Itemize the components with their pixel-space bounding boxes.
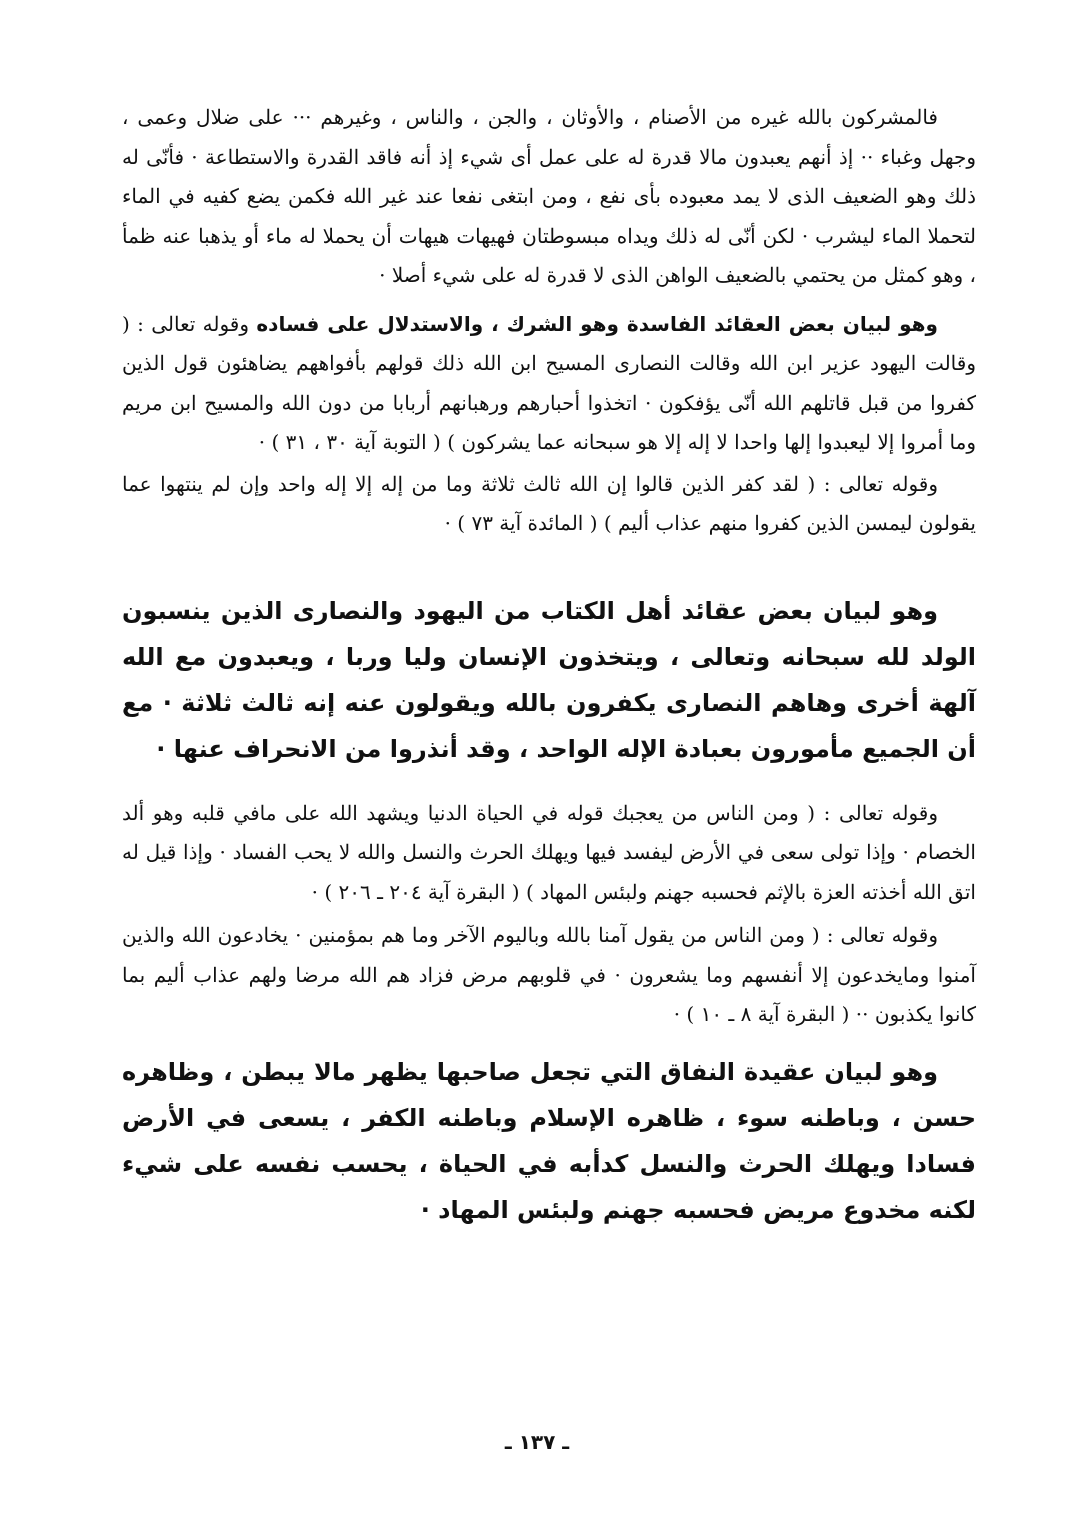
paragraph-polytheism-explanation: فالمشركون بالله غيره من الأصنام ، والأوثان ، والجن ، والناس ، وغيرهم ··· على ضلال وعمى ، وجهل وغباء ·· إذ أنهم يعبدون مالا قدرة له على عمل أى شيء إذ أنه فاقد القدرة والاستطاعة · فأنّى له ذلك وهو الضعيف الذى لا يمد معبوده بأى نفع ، ومن ابتغى نفعا عند غير الله فكمن يضع كفيه في الماء لتحملا الماء ليشرب · لكن أنّى له ذلك ويداه مبسوطتان فهيهات هيهات أن يحملا له ماء أو يذهبا عنه ظمأ ، وهو كمثل من يحتمي بالضعيف الواهن الذى لا قدرة له على شيء أصلا · [122,105,976,287]
paragraph-hypocrisy-belief: وهو لبيان عقيدة النفاق التي تجعل صاحبها يظهر مالا يبطن ، وظاهره حسن ، وباطنه سوء ، ظاهره الإسلام وباطنه الكفر ، يسعى في الأرض فسادا ويهلك الحرث والنسل كدأبه في الحياة ، يحسب نفسه على شيء لكنه مخدوع مريض فحسبه جهنم ولبئس المهاد · [122,1057,976,1224]
paragraph-people-of-book-beliefs: وهو لبيان بعض عقائد أهل الكتاب من اليهود والنصارى الذين ينسبون الولد لله سبحانه وتعالى ، ويتخذون الإنسان وليا وربا ، ويعبدون مع الله آلهة أخرى وهاهم النصارى يكفرون بالله ويقولون عنه إنه ثالث ثلاثة · مع أن الجميع مأمورون بعبادة الإله الواحد ، وقد أنذروا من الانحراف عنها · [122,596,976,763]
page-number: ـ ١٣٧ ـ [504,1430,570,1454]
paragraph-quote-baqarah-8: وقوله تعالى : ( ومن الناس من يقول آمنا بالله وباليوم الآخر وما هم بمؤمنين · يخادعون الله والذين آمنوا ومايخدعون إلا أنفسهم وما يشعرون · في قلوبهم مرض فزاد هم الله مرضا ولهم عذاب أليم بما كانوا يكذبون ·· ( البقرة آية ٨ ـ ١٠ ) · [122,923,976,1026]
paragraph-corrupt-beliefs-heading: وهو لبيان بعض العقائد الفاسدة وهو الشرك ، والاستدلال على فساده [256,311,938,336]
paragraph-corrupt-beliefs-quote: وقوله تعالى : ( وقالت اليهود عزير ابن الله وقالت النصارى المسيح ابن الله ذلك قولهم بأفواههم يضاهئون قول الذين كفروا من قبل قاتلهم الله أنّى يؤفكون · اتخذوا أحبارهم ورهبانهم أربابا من دون الله والمسيح ابن مريم وما أمروا إلا ليعبدوا إلها واحدا لا إله إلا هو سبحانه عما يشركون ) ( التوبة آية ٣٠ ، ٣١ ) · [122,311,976,454]
paragraph-corrupt-beliefs [122,305,976,463]
paragraph-quote-baqarah-204: وقوله تعالى : ( ومن الناس من يعجبك قوله في الحياة الدنيا ويشهد الله على مافي قلبه وهو ألد الخصام · وإذا تولى سعى في الأرض ليفسد فيها ويهلك الحرث والنسل والله لا يحب الفساد · وإذا قيل له اتق الله أخذته العزة بالإثم فحسبه جهنم ولبئس المهاد ) ( البقرة آية ٢٠٤ ـ ٢٠٦ ) · [122,800,976,904]
paragraph-quote-maidah: وقوله تعالى : ( لقد كفر الذين قالوا إن الله ثالث ثلاثة وما من إله إلا إله واحد وإن لم ينتهوا عما يقولون ليمسن الذين كفروا منهم عذاب أليم ) ( المائدة آية ٧٣ ) · [122,471,976,535]
page-body [122,98,976,1233]
